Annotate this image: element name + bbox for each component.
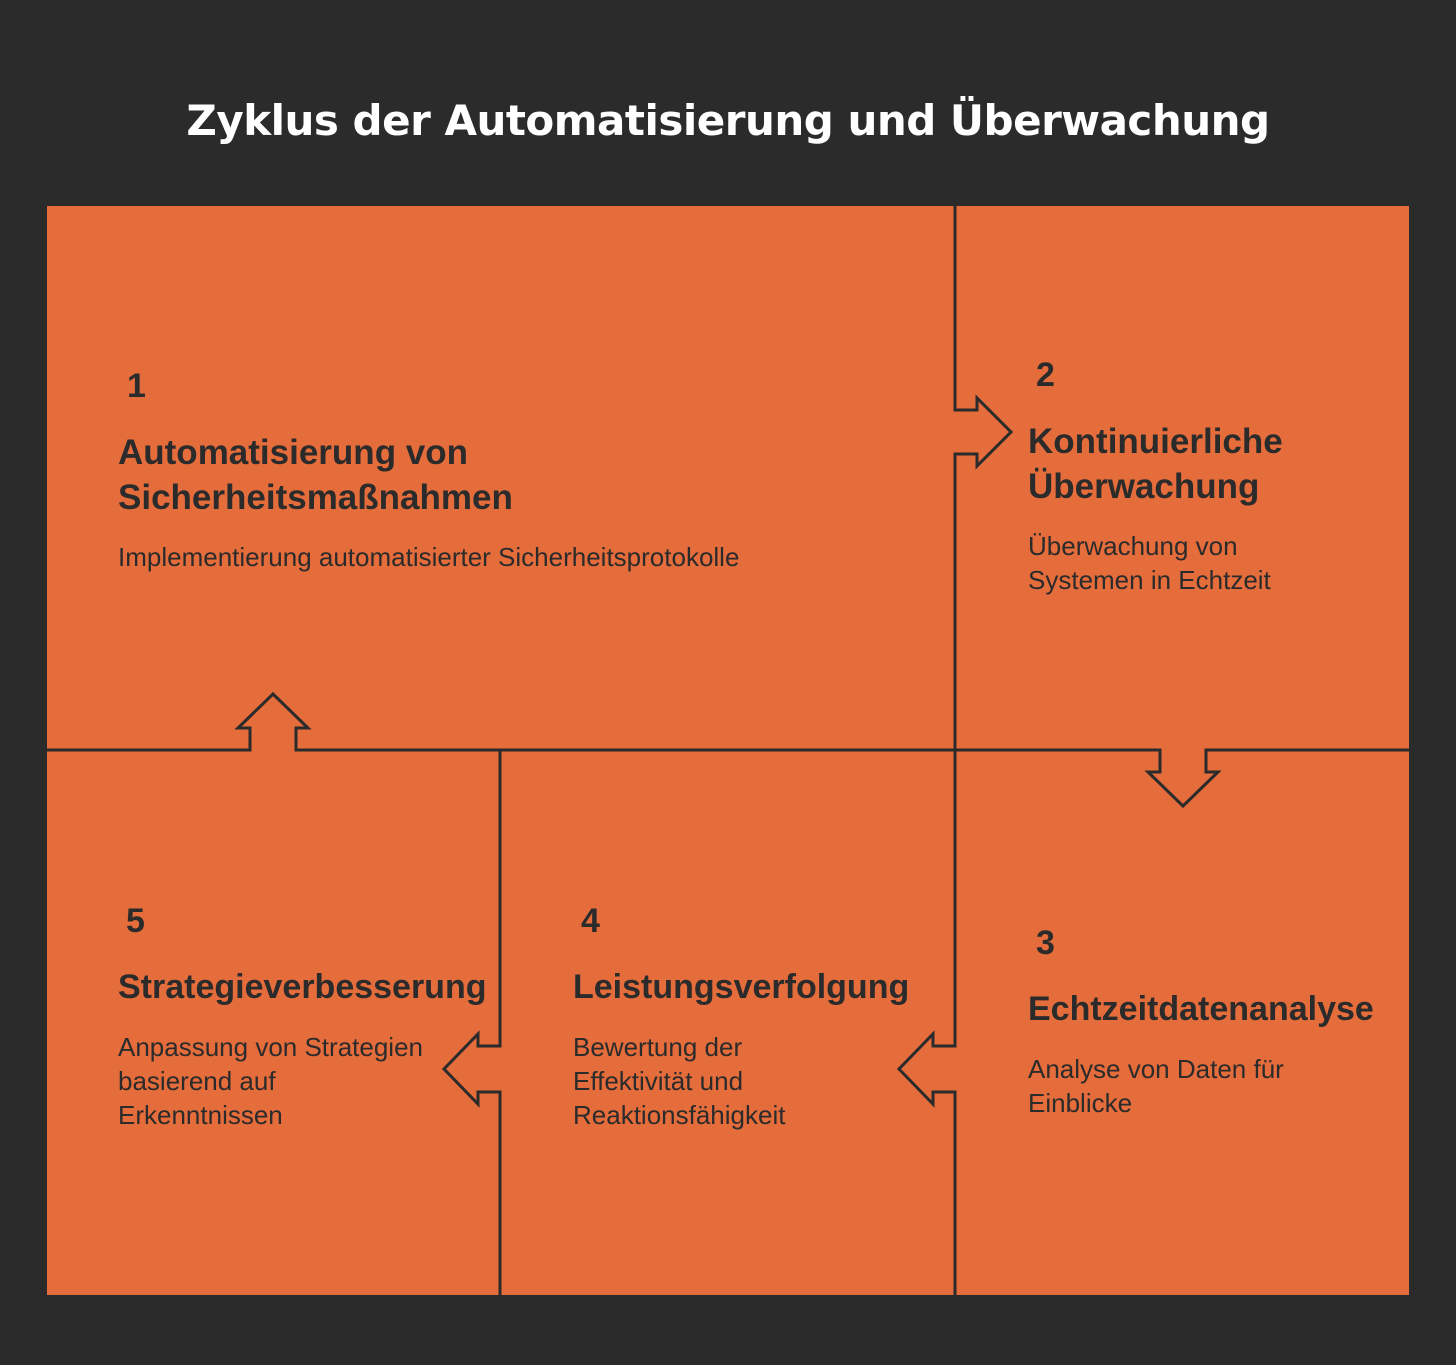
step-description	[573, 1030, 951, 1132]
heading-line: Automatisierung von	[118, 433, 469, 472]
step-1-automation	[118, 366, 918, 574]
description-line: Reaktionsfähigkeit	[573, 1100, 786, 1130]
heading-line: Kontinuierliche	[1028, 422, 1283, 461]
step-heading	[1028, 987, 1408, 1032]
step-number: 2	[1036, 356, 1055, 394]
description-line: Anpassung von Strategien	[118, 1032, 423, 1062]
step-number: 3	[1036, 924, 1055, 962]
step-number: 4	[581, 902, 600, 940]
step-4-performance-tracking	[573, 901, 951, 1132]
step-5-strategy-improvement	[118, 901, 538, 1132]
heading-line: Überwachung	[1028, 467, 1260, 506]
description-line: Bewertung der	[573, 1032, 743, 1062]
description-line: basierend auf	[118, 1066, 276, 1096]
description-line: Systemen in Echtzeit	[1028, 565, 1271, 595]
heading-line: Echtzeitdatenanalyse	[1028, 990, 1374, 1028]
step-heading	[573, 965, 951, 1010]
description-line: Einblicke	[1028, 1088, 1133, 1118]
step-description	[118, 540, 918, 574]
step-heading	[1028, 419, 1398, 509]
description-line: Implementierung automatisierter Sicherheitsprotokolle	[118, 542, 740, 572]
heading-line: Strategieverbesserung	[118, 968, 487, 1006]
heading-line: Sicherheitsmaßnahmen	[118, 478, 513, 517]
step-description	[1028, 1052, 1408, 1120]
step-description	[1028, 529, 1398, 597]
description-line: Analyse von Daten für	[1028, 1054, 1284, 1084]
step-heading	[118, 430, 918, 520]
step-3-realtime-analysis	[1028, 923, 1408, 1120]
step-number: 5	[126, 902, 145, 940]
step-description	[118, 1030, 538, 1132]
heading-line: Leistungsverfolgung	[573, 968, 910, 1006]
description-line: Erkenntnissen	[118, 1100, 283, 1130]
description-line: Überwachung von	[1028, 531, 1238, 561]
description-line: Effektivität und	[573, 1066, 744, 1096]
step-heading	[118, 965, 538, 1010]
step-2-monitoring	[1028, 355, 1398, 597]
step-number: 1	[127, 367, 146, 405]
diagram-title: Zyklus der Automatisierung und Überwachung	[186, 96, 1270, 145]
